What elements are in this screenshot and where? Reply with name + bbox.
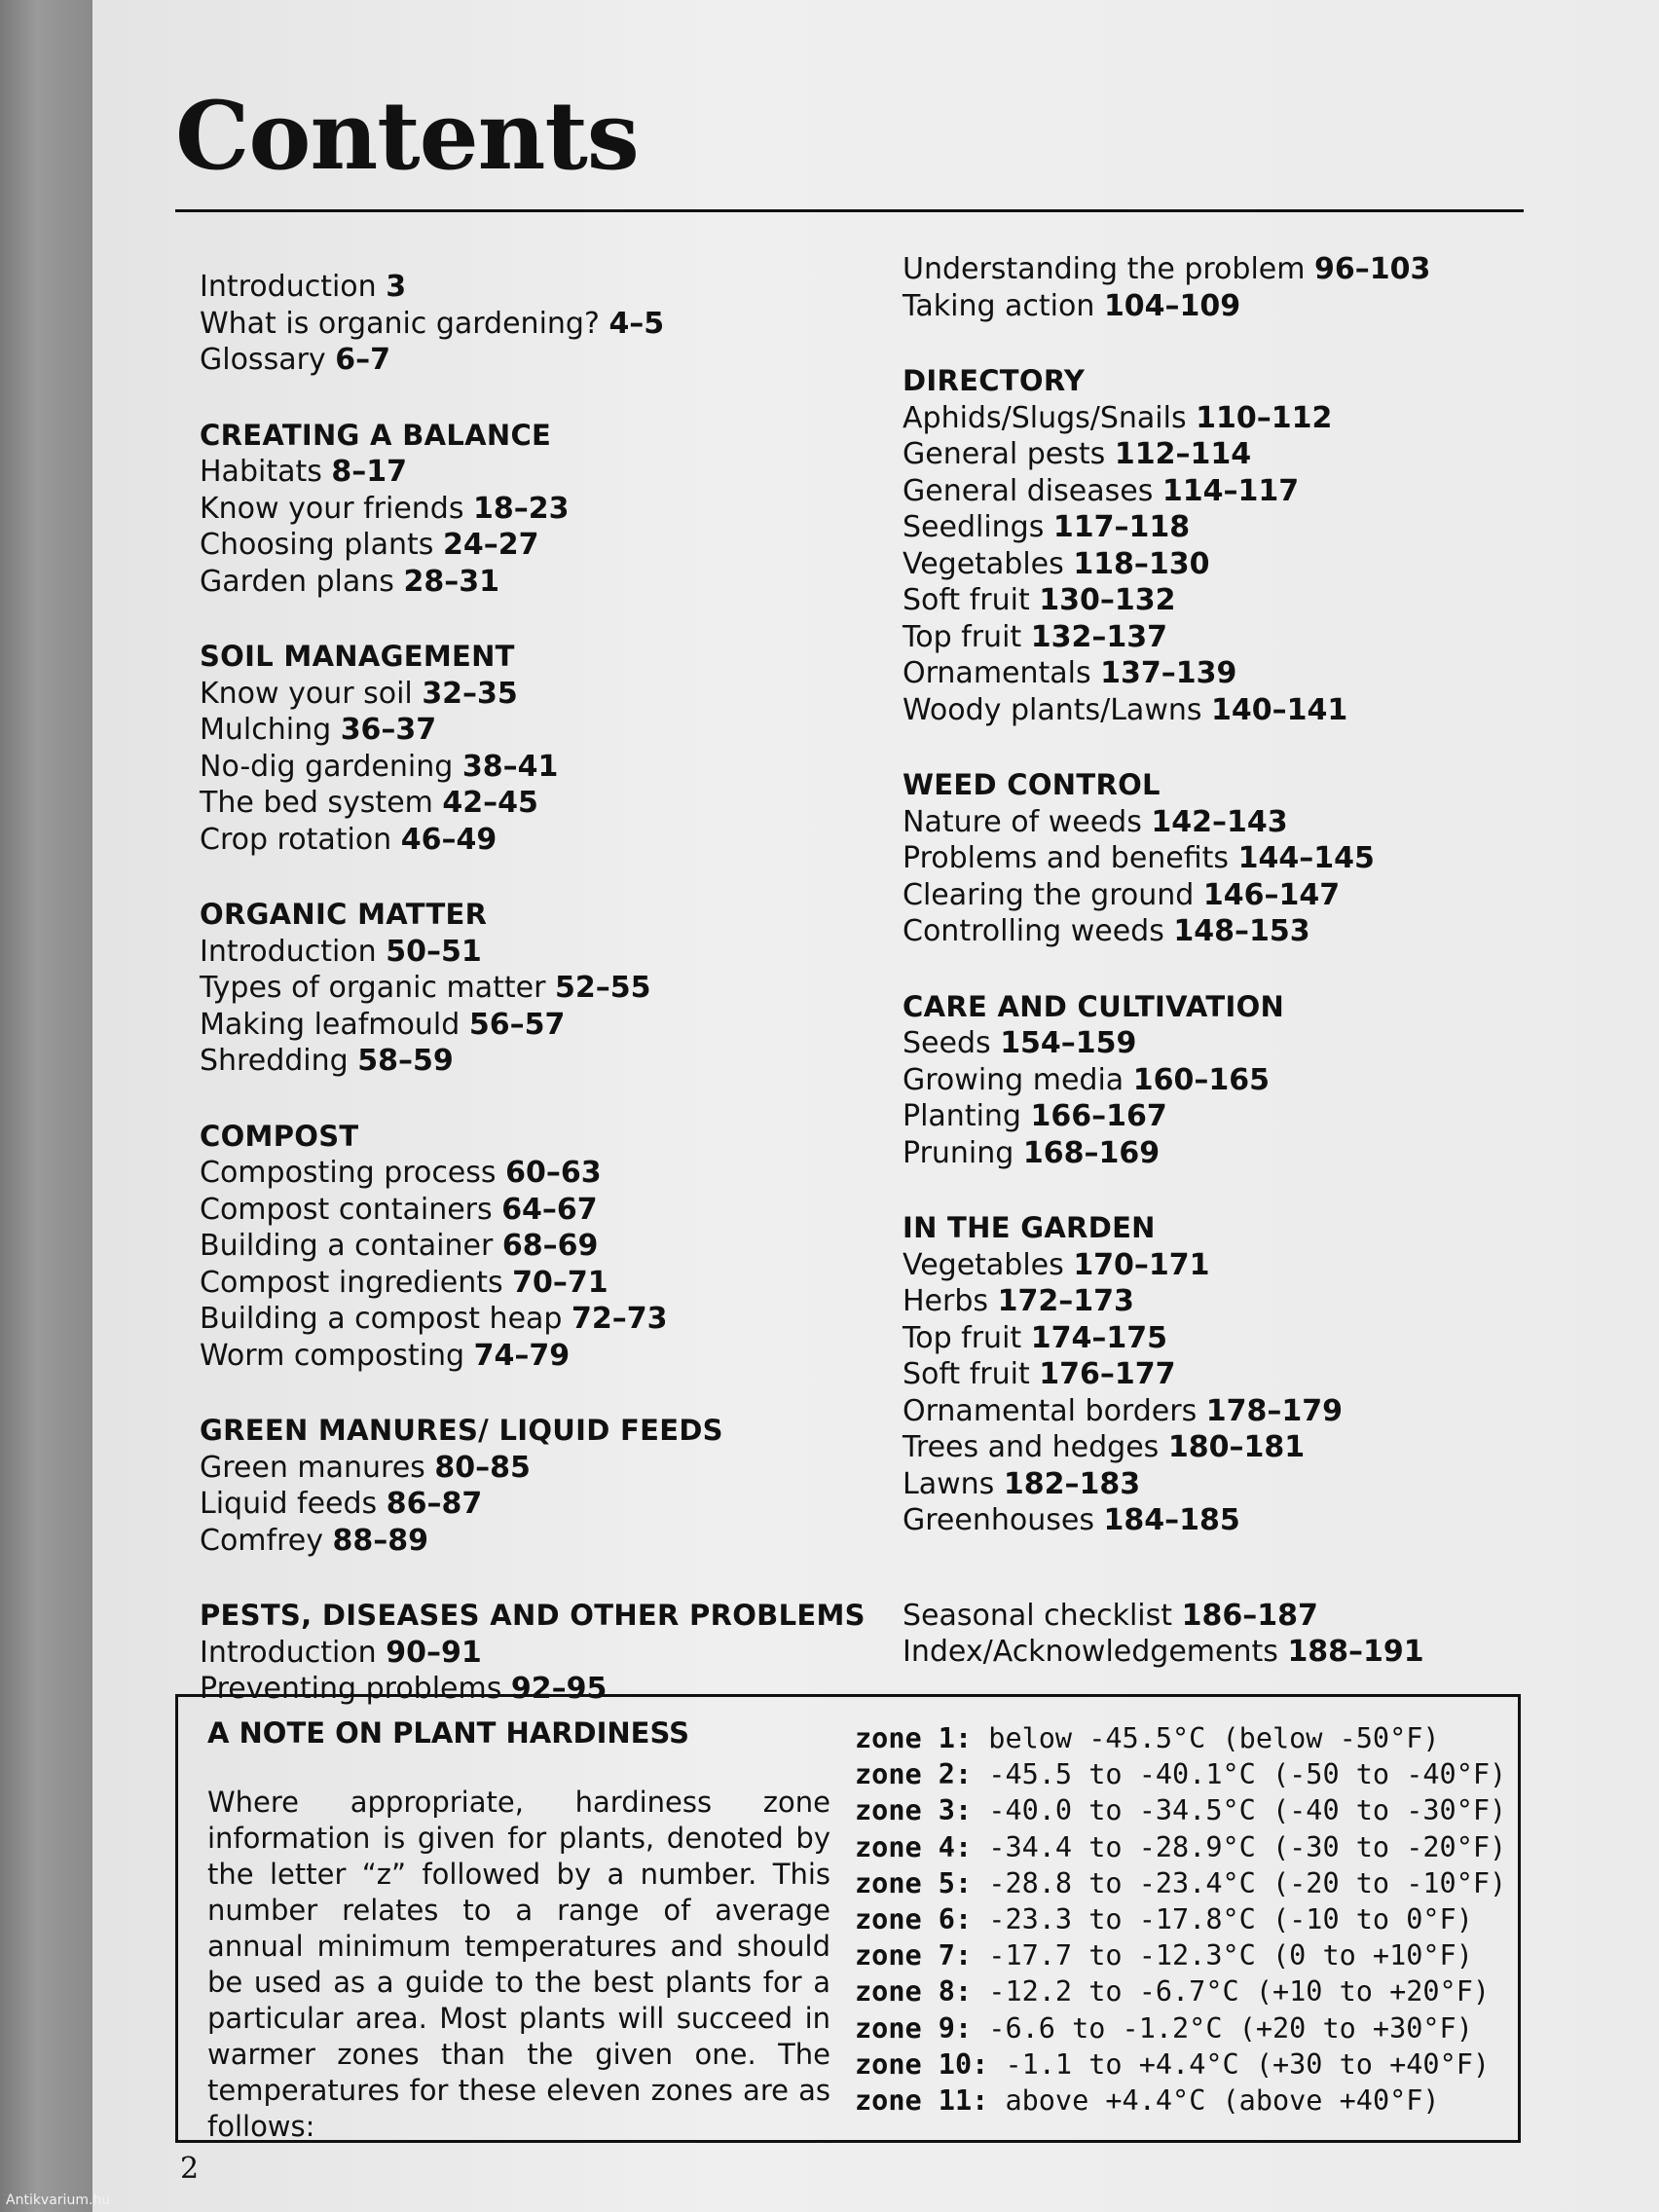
section-heading: COMPOST <box>200 1119 359 1153</box>
toc-entry: Garden plans 28–31 <box>200 564 499 599</box>
watermark: Antikvarium.hu <box>6 2193 111 2208</box>
toc-entry: Introduction 3 <box>200 270 407 304</box>
section-heading: PESTS, DISEASES AND OTHER PROBLEMS <box>200 1599 866 1632</box>
zone-row: zone 1: below -45.5°C (below -50°F) <box>855 1722 1440 1754</box>
toc-entry: General diseases 114–117 <box>903 473 1300 508</box>
toc-entry: Know your soil 32–35 <box>200 676 518 711</box>
toc-entry: Ornamental borders 178–179 <box>903 1393 1343 1428</box>
section-heading: CREATING A BALANCE <box>200 418 552 452</box>
toc-entry: Vegetables 170–171 <box>903 1247 1210 1282</box>
toc-entry: Growing media 160–165 <box>903 1062 1270 1097</box>
continued-entries <box>903 251 1584 324</box>
toc-entry: No-dig gardening 38–41 <box>200 749 559 784</box>
section-pests-diseases <box>200 1598 901 1708</box>
toc-entry: Crop rotation 46–49 <box>200 822 498 857</box>
section-soil-management <box>200 639 901 858</box>
toc-entry: Soft fruit 130–132 <box>903 583 1176 617</box>
toc-entry: Lawns 182–183 <box>903 1466 1141 1501</box>
section-heading: SOIL MANAGEMENT <box>200 640 515 673</box>
hardiness-note-text: Where appropriate, hardiness zone information is given for plants, denoted by the letter “z” followed by a number. This number relates to a range of average annual minimum temperatures and should be used as a guide to the best plants for a particular area. Most plants will succeed in warmer zones than the given one. The temperatures for these eleven zones are as follows: <box>207 1786 830 2143</box>
section-care-and-cultivation <box>903 989 1584 1172</box>
toc-entry: Compost containers 64–67 <box>200 1192 598 1227</box>
section-heading: WEED CONTROL <box>903 768 1161 801</box>
toc-entry: Nature of weeds 142–143 <box>903 804 1288 839</box>
section-compost <box>200 1119 901 1375</box>
zone-row: zone 7: -17.7 to -12.3°C (0 to +10°F) <box>855 1939 1473 1972</box>
toc-entry: Vegetables 118–130 <box>903 546 1210 581</box>
zone-row: zone 8: -12.2 to -6.7°C (+10 to +20°F) <box>855 1975 1491 2009</box>
page-title: Contents <box>175 81 639 191</box>
toc-entry: Problems and benefits 144–145 <box>903 841 1375 875</box>
section-heading: GREEN MANURES/ LIQUID FEEDS <box>200 1414 723 1447</box>
toc-entry: Building a container 68–69 <box>200 1229 599 1263</box>
toc-entry: Aphids/Slugs/Snails 110–112 <box>903 400 1333 435</box>
toc-entry: Choosing plants 24–27 <box>200 528 539 562</box>
toc-entry: Herbs 172–173 <box>903 1284 1134 1318</box>
toc-entry: Know your friends 18–23 <box>200 491 570 526</box>
closing-entries <box>903 1598 1584 1671</box>
scanner-background <box>0 0 92 2212</box>
page-number: 2 <box>180 2152 200 2186</box>
hardiness-note-box <box>175 1694 1521 2143</box>
toc-entry: Glossary 6–7 <box>200 343 390 377</box>
section-creating-a-balance <box>200 418 901 601</box>
toc-entry: Trees and hedges 180–181 <box>903 1430 1306 1464</box>
toc-entry: Controlling weeds 148–153 <box>903 914 1310 948</box>
toc-entry: Soft fruit 176–177 <box>903 1357 1176 1391</box>
toc-entry: Seedlings 117–118 <box>903 510 1191 544</box>
section-directory <box>903 363 1584 728</box>
toc-entry: Preventing problems 92–95 <box>200 1672 608 1706</box>
toc-entry: Clearing the ground 146–147 <box>903 877 1341 912</box>
zone-row: zone 9: -6.6 to -1.2°C (+20 to +30°F) <box>855 2011 1473 2045</box>
toc-entry: Understanding the problem 96–103 <box>903 252 1431 286</box>
toc-entry: Building a compost heap 72–73 <box>200 1302 668 1336</box>
intro-entries <box>200 269 901 379</box>
toc-entry: What is organic gardening? 4–5 <box>200 306 665 341</box>
section-green-manures <box>200 1413 901 1559</box>
zone-row: zone 2: -45.5 to -40.1°C (-50 to -40°F) <box>855 1758 1507 1791</box>
section-in-the-garden <box>903 1210 1584 1539</box>
toc-entry: Greenhouses 184–185 <box>903 1503 1240 1537</box>
toc-entry: Introduction 50–51 <box>200 934 482 969</box>
toc-entry: Top fruit 174–175 <box>903 1320 1167 1355</box>
toc-entry: Seasonal checklist 186–187 <box>903 1598 1318 1633</box>
toc-entry: The bed system 42–45 <box>200 786 538 820</box>
zone-row: zone 6: -23.3 to -17.8°C (-10 to 0°F) <box>855 1903 1473 1936</box>
toc-entry: General pests 112–114 <box>903 437 1252 471</box>
toc-entry: Comfrey 88–89 <box>200 1523 429 1558</box>
toc-entry: Making leafmould 56–57 <box>200 1007 566 1042</box>
hardiness-note-title: A NOTE ON PLANT HARDINESS <box>207 1716 689 1750</box>
toc-entry: Green manures 80–85 <box>200 1450 531 1485</box>
contents-left-column <box>200 269 901 1747</box>
zone-row: zone 11: above +4.4°C (above +40°F) <box>855 2084 1440 2118</box>
zone-row: zone 10: -1.1 to +4.4°C (+30 to +40°F) <box>855 2047 1491 2081</box>
toc-entry: Mulching 36–37 <box>200 713 437 747</box>
toc-entry: Top fruit 132–137 <box>903 619 1167 654</box>
toc-entry: Liquid feeds 86–87 <box>200 1487 483 1521</box>
toc-entry: Woody plants/Lawns 140–141 <box>903 692 1348 727</box>
section-organic-matter <box>200 897 901 1080</box>
toc-entry: Index/Acknowledgements 188–191 <box>903 1635 1424 1669</box>
hardiness-zone-list <box>855 1720 1507 2119</box>
section-heading: IN THE GARDEN <box>903 1211 1156 1244</box>
toc-entry: Pruning 168–169 <box>903 1135 1161 1170</box>
contents-right-column <box>903 251 1584 1671</box>
toc-entry: Seeds 154–159 <box>903 1026 1137 1060</box>
zone-row: zone 4: -34.4 to -28.9°C (-30 to -20°F) <box>855 1830 1507 1863</box>
toc-entry: Introduction 90–91 <box>200 1635 482 1670</box>
toc-entry: Planting 166–167 <box>903 1099 1167 1133</box>
toc-entry: Shredding 58–59 <box>200 1044 454 1078</box>
section-heading: DIRECTORY <box>903 364 1086 397</box>
zone-row: zone 3: -40.0 to -34.5°C (-40 to -30°F) <box>855 1794 1507 1827</box>
toc-entry: Composting process 60–63 <box>200 1156 602 1190</box>
section-heading: CARE AND CULTIVATION <box>903 989 1285 1023</box>
toc-entry: Types of organic matter 52–55 <box>200 971 651 1005</box>
section-weed-control <box>903 767 1584 950</box>
zone-row: zone 5: -28.8 to -23.4°C (-20 to -10°F) <box>855 1866 1507 1899</box>
section-heading: ORGANIC MATTER <box>200 898 488 931</box>
toc-entry: Taking action 104–109 <box>903 288 1241 323</box>
toc-entry: Worm composting 74–79 <box>200 1338 571 1373</box>
toc-entry: Compost ingredients 70–71 <box>200 1265 608 1300</box>
toc-entry: Habitats 8–17 <box>200 455 408 489</box>
toc-entry: Ornamentals 137–139 <box>903 656 1237 690</box>
title-rule <box>175 209 1524 212</box>
